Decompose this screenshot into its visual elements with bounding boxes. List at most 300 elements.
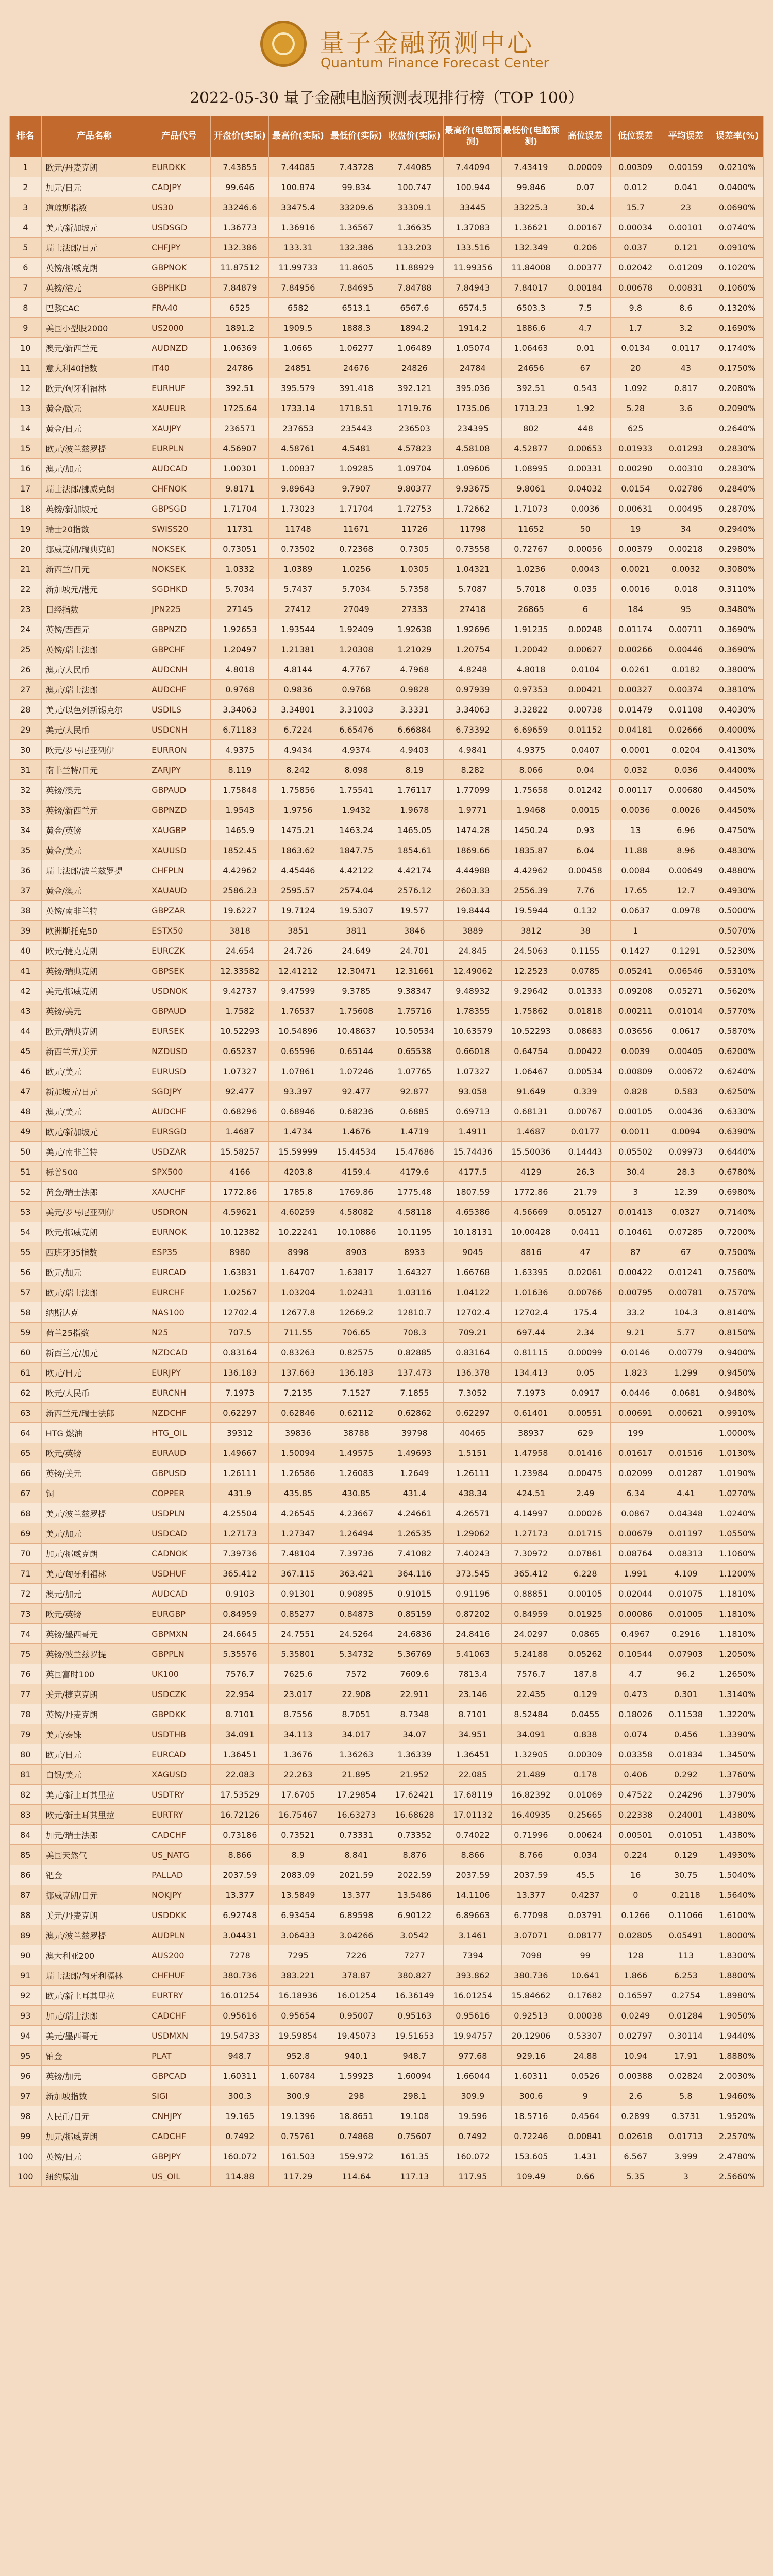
table-row — [10, 2126, 764, 2146]
cell-high: 8.242 — [269, 760, 327, 780]
cell-high: 3851 — [269, 921, 327, 941]
cell-rate: 1.5040% — [711, 1865, 764, 1885]
cell-plow: 1.32905 — [502, 1744, 560, 1765]
cell-plow: 22.435 — [502, 1684, 560, 1704]
cell-code: SGDHKD — [147, 579, 211, 599]
cell-aerr — [661, 418, 711, 438]
cell-code: GBPUSD — [147, 1463, 211, 1483]
cell-open: 1772.86 — [211, 1182, 269, 1202]
cell-code: CADNOK — [147, 1544, 211, 1564]
cell-aerr: 0.01287 — [661, 1463, 711, 1483]
cell-plow: 0.71996 — [502, 1825, 560, 1845]
cell-aerr: 4.109 — [661, 1564, 711, 1584]
cell-rank: 40 — [10, 941, 42, 961]
cell-rank: 89 — [10, 1925, 42, 1945]
cell-low: 92.477 — [327, 1081, 385, 1101]
cell-phigh: 1474.28 — [444, 820, 502, 840]
cell-open: 1.20497 — [211, 639, 269, 659]
cell-close: 0.91015 — [385, 1584, 444, 1604]
cell-code: EURPLN — [147, 438, 211, 459]
cell-rate: 0.0740% — [711, 217, 764, 238]
cell-plow: 8.766 — [502, 1845, 560, 1865]
cell-phigh: 0.69713 — [444, 1101, 502, 1122]
cell-code: AUDCAD — [147, 1584, 211, 1604]
cell-herr: 47 — [560, 1242, 611, 1262]
cell-lerr: 0.00631 — [610, 499, 661, 519]
cell-high: 1.64707 — [269, 1262, 327, 1282]
cell-rank: 81 — [10, 1765, 42, 1785]
cell-high: 0.9836 — [269, 680, 327, 700]
cell-close: 10.50534 — [385, 1021, 444, 1041]
cell-code: XAUEUR — [147, 398, 211, 418]
cell-high: 3.06433 — [269, 1925, 327, 1945]
table-row — [10, 539, 764, 559]
cell-rank: 52 — [10, 1182, 42, 1202]
cell-name: 欧元/匈牙利福林 — [41, 378, 147, 398]
cell-name: 澳元/人民币 — [41, 659, 147, 680]
table-row — [10, 1885, 764, 1905]
cell-plow: 1.06467 — [502, 1061, 560, 1081]
cell-lerr: 0.02805 — [610, 1925, 661, 1945]
cell-herr: 0.07861 — [560, 1544, 611, 1564]
cell-rate: 0.1020% — [711, 258, 764, 278]
cell-high: 24.7551 — [269, 1624, 327, 1644]
cell-herr: 0.17682 — [560, 1986, 611, 2006]
cell-phigh: 10.18131 — [444, 1222, 502, 1242]
cell-herr: 0.00309 — [560, 1744, 611, 1765]
table-row — [10, 740, 764, 760]
table-row — [10, 1182, 764, 1202]
cell-name: 美元/丹麦克朗 — [41, 1905, 147, 1925]
cell-aerr: 0.00649 — [661, 860, 711, 880]
cell-close: 11.88929 — [385, 258, 444, 278]
cell-name: 瑞士20指数 — [41, 519, 147, 539]
cell-high: 1.50094 — [269, 1443, 327, 1463]
cell-plow: 802 — [502, 418, 560, 438]
cell-rank: 26 — [10, 659, 42, 680]
cell-herr: 0.05127 — [560, 1202, 611, 1222]
cell-aerr: 23 — [661, 197, 711, 217]
cell-plow: 4.56669 — [502, 1202, 560, 1222]
cell-code: USDCAD — [147, 1523, 211, 1544]
cell-plow: 1.08995 — [502, 459, 560, 479]
cell-name: 欧元/日元 — [41, 1363, 147, 1383]
cell-low: 363.421 — [327, 1564, 385, 1584]
cell-phigh: 7.84943 — [444, 278, 502, 298]
cell-open: 1.06369 — [211, 338, 269, 358]
cell-close: 16.36149 — [385, 1986, 444, 2006]
cell-code: NAS100 — [147, 1302, 211, 1323]
cell-low: 1.63817 — [327, 1262, 385, 1282]
cell-lerr: 0.01174 — [610, 619, 661, 639]
cell-phigh: 1.9771 — [444, 800, 502, 820]
cell-lerr: 13 — [610, 820, 661, 840]
cell-herr: 0.0455 — [560, 1704, 611, 1724]
cell-rate: 0.0210% — [711, 157, 764, 177]
cell-aerr: 0.07903 — [661, 1644, 711, 1664]
table-row — [10, 921, 764, 941]
cell-rank: 35 — [10, 840, 42, 860]
cell-open: 4.8018 — [211, 659, 269, 680]
cell-rank: 66 — [10, 1463, 42, 1483]
cell-high: 93.397 — [269, 1081, 327, 1101]
cell-code: PALLAD — [147, 1865, 211, 1885]
cell-plow: 11.84008 — [502, 258, 560, 278]
cell-low: 136.183 — [327, 1363, 385, 1383]
cell-rate: 0.6980% — [711, 1182, 764, 1202]
cell-phigh: 1.36451 — [444, 1744, 502, 1765]
cell-close: 1.21029 — [385, 639, 444, 659]
cell-rank: 85 — [10, 1845, 42, 1865]
cell-low: 8.7051 — [327, 1704, 385, 1724]
cell-lerr: 0.03358 — [610, 1744, 661, 1765]
cell-name: 英镑/挪威克朗 — [41, 258, 147, 278]
cell-herr: 9 — [560, 2086, 611, 2106]
cell-rate: 0.5070% — [711, 921, 764, 941]
cell-code: EURSGD — [147, 1122, 211, 1142]
cell-phigh: 9045 — [444, 1242, 502, 1262]
cell-lerr: 0.012 — [610, 177, 661, 197]
cell-code: USDRON — [147, 1202, 211, 1222]
cell-lerr: 0.02044 — [610, 1584, 661, 1604]
cell-close: 19.51653 — [385, 2026, 444, 2046]
column-header: 收盘价(实际) — [385, 116, 444, 157]
cell-high: 3.34801 — [269, 700, 327, 720]
cell-close: 0.9828 — [385, 680, 444, 700]
cell-close: 7.41082 — [385, 1544, 444, 1564]
cell-high: 7.44085 — [269, 157, 327, 177]
cell-open: 136.183 — [211, 1363, 269, 1383]
cell-phigh: 5.7087 — [444, 579, 502, 599]
cell-phigh: 11.99356 — [444, 258, 502, 278]
cell-close: 24826 — [385, 358, 444, 378]
cell-open: 39312 — [211, 1423, 269, 1443]
cell-phigh: 977.68 — [444, 2046, 502, 2066]
cell-open: 8.7101 — [211, 1704, 269, 1724]
cell-rank: 9 — [10, 318, 42, 338]
cell-low: 9.7907 — [327, 479, 385, 499]
cell-open: 0.65237 — [211, 1041, 269, 1061]
cell-herr: 0.4564 — [560, 2106, 611, 2126]
cell-name: 新西兰元/瑞士法郎 — [41, 1403, 147, 1423]
cell-lerr: 0.0001 — [610, 740, 661, 760]
cell-close: 2022.59 — [385, 1865, 444, 1885]
cell-open: 7.43855 — [211, 157, 269, 177]
cell-open: 160.072 — [211, 2146, 269, 2166]
cell-aerr: 67 — [661, 1242, 711, 1262]
cell-name: 黄金/澳元 — [41, 880, 147, 901]
cell-open: 11731 — [211, 519, 269, 539]
cell-rate: 0.5620% — [711, 981, 764, 1001]
column-header: 低位误差 — [610, 116, 661, 157]
cell-close: 8.19 — [385, 760, 444, 780]
cell-aerr: 0.00672 — [661, 1061, 711, 1081]
cell-code: CADCHF — [147, 1825, 211, 1845]
cell-name: 欧元/日元 — [41, 1744, 147, 1765]
cell-open: 3.34063 — [211, 700, 269, 720]
cell-name: 英镑/西西元 — [41, 619, 147, 639]
cell-rank: 3 — [10, 197, 42, 217]
cell-high: 1.0665 — [269, 338, 327, 358]
table-row — [10, 2066, 764, 2086]
cell-name: 美元/捷克克朗 — [41, 1684, 147, 1704]
cell-phigh: 160.072 — [444, 2146, 502, 2166]
cell-high: 383.221 — [269, 1965, 327, 1986]
cell-lerr: 0.00211 — [610, 1001, 661, 1021]
cell-phigh: 1.92696 — [444, 619, 502, 639]
cell-lerr: 0.473 — [610, 1684, 661, 1704]
cell-phigh: 23.146 — [444, 1684, 502, 1704]
cell-plow: 134.413 — [502, 1363, 560, 1383]
cell-code: CADJPY — [147, 177, 211, 197]
cell-high: 1.75856 — [269, 780, 327, 800]
cell-low: 13.377 — [327, 1885, 385, 1905]
cell-rank: 32 — [10, 780, 42, 800]
cell-rate: 0.7560% — [711, 1262, 764, 1282]
cell-phigh: 0.83164 — [444, 1343, 502, 1363]
cell-herr: 7.76 — [560, 880, 611, 901]
cell-herr: 7.5 — [560, 298, 611, 318]
cell-name: 纽约原油 — [41, 2166, 147, 2187]
cell-lerr: 0.224 — [610, 1845, 661, 1865]
cell-rate: 1.0550% — [711, 1523, 764, 1544]
cell-high: 237653 — [269, 418, 327, 438]
cell-open: 3.04431 — [211, 1925, 269, 1945]
cell-close: 133.203 — [385, 238, 444, 258]
cell-aerr — [661, 1423, 711, 1443]
cell-open: 8.119 — [211, 760, 269, 780]
cell-lerr: 20 — [610, 358, 661, 378]
cell-open: 6525 — [211, 298, 269, 318]
cell-open: 6.71183 — [211, 720, 269, 740]
cell-rank: 61 — [10, 1363, 42, 1383]
cell-rank: 87 — [10, 1885, 42, 1905]
cell-code: EURNOK — [147, 1222, 211, 1242]
cell-high: 1.73023 — [269, 499, 327, 519]
cell-rank: 56 — [10, 1262, 42, 1282]
cell-low: 0.62112 — [327, 1403, 385, 1423]
cell-plow: 0.81115 — [502, 1343, 560, 1363]
cell-open: 0.84959 — [211, 1604, 269, 1624]
cell-low: 1888.3 — [327, 318, 385, 338]
cell-plow: 4129 — [502, 1162, 560, 1182]
cell-open: 4166 — [211, 1162, 269, 1182]
cell-low: 12.30471 — [327, 961, 385, 981]
cell-aerr: 0.02786 — [661, 479, 711, 499]
cell-name: 钯金 — [41, 1865, 147, 1885]
cell-aerr: 0.01075 — [661, 1584, 711, 1604]
table-row — [10, 438, 764, 459]
cell-name: 澳元/加元 — [41, 459, 147, 479]
cell-aerr: 17.91 — [661, 2046, 711, 2066]
cell-high: 6.93454 — [269, 1905, 327, 1925]
cell-name: 加元/瑞士法郎 — [41, 2006, 147, 2026]
table-row — [10, 1825, 764, 1845]
cell-name: 英镑/瑞典克朗 — [41, 961, 147, 981]
cell-high: 4.8144 — [269, 659, 327, 680]
cell-open: 11.87512 — [211, 258, 269, 278]
cell-aerr: 0.05491 — [661, 1925, 711, 1945]
table-row — [10, 1122, 764, 1142]
cell-rate: 0.5870% — [711, 1021, 764, 1041]
cell-name: 美元/南非兰特 — [41, 1142, 147, 1162]
cell-aerr: 43 — [661, 358, 711, 378]
cell-rank: 91 — [10, 1965, 42, 1986]
cell-close: 1.03116 — [385, 1282, 444, 1302]
cell-close: 12.31661 — [385, 961, 444, 981]
table-row — [10, 1262, 764, 1282]
cell-phigh: 7.3052 — [444, 1383, 502, 1403]
cell-close: 0.75607 — [385, 2126, 444, 2146]
cell-herr: 0.53307 — [560, 2026, 611, 2046]
cell-lerr: 0.0134 — [610, 338, 661, 358]
table-row — [10, 1363, 764, 1383]
cell-high: 133.31 — [269, 238, 327, 258]
cell-phigh: 15.74436 — [444, 1142, 502, 1162]
table-row — [10, 2086, 764, 2106]
cell-rate: 1.2650% — [711, 1664, 764, 1684]
table-row — [10, 659, 764, 680]
cell-close: 1.75716 — [385, 1001, 444, 1021]
cell-open: 431.9 — [211, 1483, 269, 1503]
cell-open: 8.866 — [211, 1845, 269, 1865]
cell-high: 8.7556 — [269, 1704, 327, 1724]
cell-rank: 79 — [10, 1724, 42, 1744]
cell-close: 1.92638 — [385, 619, 444, 639]
cell-lerr: 5.28 — [610, 398, 661, 418]
cell-phigh: 0.66018 — [444, 1041, 502, 1061]
cell-high: 0.85277 — [269, 1604, 327, 1624]
cell-phigh: 4.26571 — [444, 1503, 502, 1523]
cell-high: 12.41212 — [269, 961, 327, 981]
cell-aerr: 1.299 — [661, 1363, 711, 1383]
cell-phigh: 373.545 — [444, 1564, 502, 1584]
cell-aerr: 0.01005 — [661, 1604, 711, 1624]
cell-rate: 2.0030% — [711, 2066, 764, 2086]
cell-phigh: 1.20754 — [444, 639, 502, 659]
cell-close: 16.68628 — [385, 1805, 444, 1825]
cell-low: 1.4676 — [327, 1122, 385, 1142]
table-row — [10, 1061, 764, 1081]
cell-plow: 4.8018 — [502, 659, 560, 680]
cell-rank: 28 — [10, 700, 42, 720]
cell-low: 6513.1 — [327, 298, 385, 318]
table-row — [10, 720, 764, 740]
cell-herr: 0.01818 — [560, 1001, 611, 1021]
cell-rank: 51 — [10, 1162, 42, 1182]
cell-open: 17.53529 — [211, 1785, 269, 1805]
cell-high: 1.4734 — [269, 1122, 327, 1142]
cell-close: 21.952 — [385, 1765, 444, 1785]
cell-name: 美元/墨西哥元 — [41, 2026, 147, 2046]
table-row — [10, 1523, 764, 1544]
cell-open: 99.646 — [211, 177, 269, 197]
cell-phigh: 7394 — [444, 1945, 502, 1965]
table-row — [10, 579, 764, 599]
cell-rate: 1.8300% — [711, 1945, 764, 1965]
cell-lerr: 0.18026 — [610, 1704, 661, 1724]
cell-low: 0.82575 — [327, 1343, 385, 1363]
cell-high: 117.29 — [269, 2166, 327, 2187]
cell-herr: 0.00458 — [560, 860, 611, 880]
cell-code: USDTRY — [147, 1785, 211, 1805]
cell-herr: 448 — [560, 418, 611, 438]
cell-high: 0.68946 — [269, 1101, 327, 1122]
cell-code: GBPPLN — [147, 1644, 211, 1664]
table-row — [10, 258, 764, 278]
cell-code: US_OIL — [147, 2166, 211, 2187]
cell-herr: 0.0411 — [560, 1222, 611, 1242]
cell-rate: 0.0910% — [711, 238, 764, 258]
cell-code: GBPCHF — [147, 639, 211, 659]
table-row — [10, 1584, 764, 1604]
cell-code: GBPSEK — [147, 961, 211, 981]
cell-lerr: 625 — [610, 418, 661, 438]
cell-aerr: 0.041 — [661, 177, 711, 197]
cell-name: 澳元/波兰兹罗提 — [41, 1925, 147, 1945]
cell-rate: 0.3690% — [711, 639, 764, 659]
cell-code: NOKSEK — [147, 559, 211, 579]
cell-phigh: 2037.59 — [444, 1865, 502, 1885]
cell-herr: 187.8 — [560, 1664, 611, 1684]
table-row — [10, 961, 764, 981]
cell-lerr: 0.037 — [610, 238, 661, 258]
cell-lerr: 0.10461 — [610, 1222, 661, 1242]
cell-lerr: 184 — [610, 599, 661, 619]
cell-close: 19.577 — [385, 901, 444, 921]
cell-name: 黄金/欧元 — [41, 398, 147, 418]
table-row — [10, 1041, 764, 1061]
cell-open: 6.92748 — [211, 1905, 269, 1925]
cell-lerr: 0.0036 — [610, 800, 661, 820]
cell-open: 0.9103 — [211, 1584, 269, 1604]
cell-close: 161.35 — [385, 2146, 444, 2166]
cell-high: 1.9756 — [269, 800, 327, 820]
cell-close: 1.07765 — [385, 1061, 444, 1081]
cell-code: HTG_OIL — [147, 1423, 211, 1443]
cell-plow: 4.14997 — [502, 1503, 560, 1523]
cell-plow: 1.75658 — [502, 780, 560, 800]
cell-phigh: 1.66044 — [444, 2066, 502, 2086]
cell-rank: 22 — [10, 579, 42, 599]
cell-rate: 0.3690% — [711, 619, 764, 639]
cell-high: 1475.21 — [269, 820, 327, 840]
cell-name: 欧元/新土耳其里拉 — [41, 1805, 147, 1825]
cell-plow: 365.412 — [502, 1564, 560, 1584]
cell-name: 新西兰元/美元 — [41, 1041, 147, 1061]
cell-aerr: 0.00405 — [661, 1041, 711, 1061]
cell-lerr: 4.7 — [610, 1664, 661, 1684]
cell-herr: 0.00624 — [560, 1825, 611, 1845]
cell-code: EURGBP — [147, 1604, 211, 1624]
cell-open: 380.736 — [211, 1965, 269, 1986]
cell-name: 标普500 — [41, 1162, 147, 1182]
cell-lerr: 17.65 — [610, 880, 661, 901]
cell-lerr: 0.4967 — [610, 1624, 661, 1644]
cell-lerr: 0.0011 — [610, 1122, 661, 1142]
cell-plow: 3.07071 — [502, 1925, 560, 1945]
cell-high: 1909.5 — [269, 318, 327, 338]
cell-lerr: 0.02099 — [610, 1463, 661, 1483]
cell-high: 19.7124 — [269, 901, 327, 921]
cell-open: 1.36773 — [211, 217, 269, 238]
cell-low: 16.63273 — [327, 1805, 385, 1825]
cell-name: 人民币/日元 — [41, 2106, 147, 2126]
cell-phigh: 0.87202 — [444, 1604, 502, 1624]
cell-low: 1.07246 — [327, 1061, 385, 1081]
table-row — [10, 1624, 764, 1644]
cell-aerr: 0.05271 — [661, 981, 711, 1001]
